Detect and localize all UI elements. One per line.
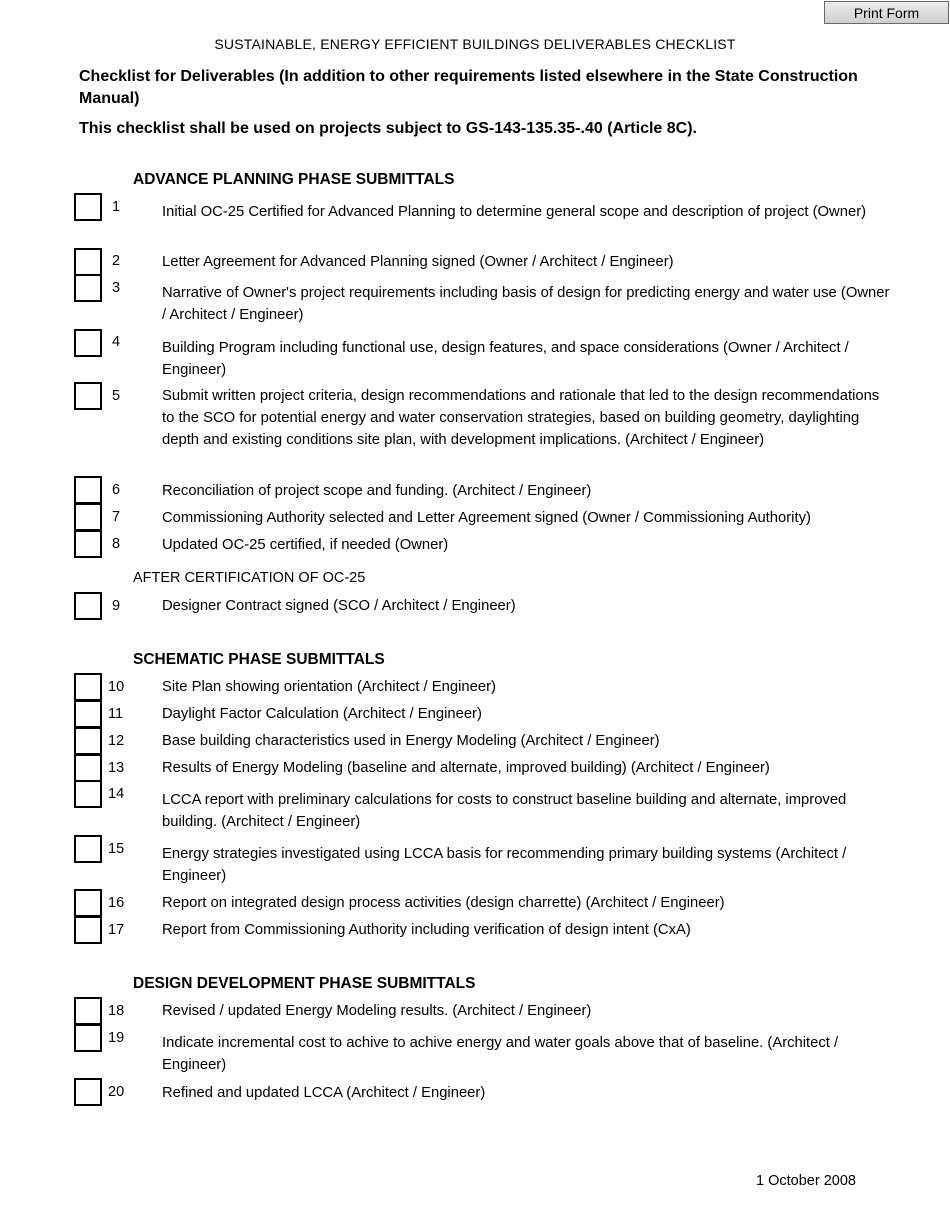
checkbox-item-16[interactable] (74, 889, 102, 917)
print-form-button[interactable]: Print Form (824, 1, 949, 24)
checkbox-item-18[interactable] (74, 997, 102, 1025)
checkbox-item-17[interactable] (74, 916, 102, 944)
checkbox-item-5[interactable] (74, 382, 102, 410)
checkbox-item-19[interactable] (74, 1024, 102, 1052)
checkbox-item-8[interactable] (74, 530, 102, 558)
item-number: 8 (112, 536, 121, 552)
item-text: Site Plan showing orientation (Architect / Engineer) (162, 679, 496, 695)
revision-date: 1 October 2008 (756, 1173, 856, 1189)
intro-deliverables-heading: Checklist for Deliverables (In addition to other requirements listed elsewhere in the State Construction Manual) (79, 68, 858, 107)
item-text: Letter Agreement for Advanced Planning signed (Owner / Architect / Engineer) (162, 254, 674, 270)
checkbox-item-2[interactable] (74, 248, 102, 276)
item-text: Commissioning Authority selected and Letter Agreement signed (Owner / Commissioning Authority) (162, 510, 811, 526)
section-schematic: SCHEMATIC PHASE SUBMITTALS (133, 651, 385, 668)
checkbox-item-7[interactable] (74, 503, 102, 531)
item-number: 16 (108, 895, 125, 911)
item-text: Daylight Factor Calculation (Architect / Engineer) (162, 706, 482, 722)
checkbox-item-11[interactable] (74, 700, 102, 728)
checkbox-item-4[interactable] (74, 329, 102, 357)
section-advance-planning: ADVANCE PLANNING PHASE SUBMITTALS (133, 171, 455, 188)
item-number: 14 (108, 786, 125, 802)
item-text: Report on integrated design process activities (design charrette) (Architect / Engineer) (162, 895, 725, 911)
item-number: 15 (108, 841, 125, 857)
item-number: 10 (108, 679, 125, 695)
item-text: Reconciliation of project scope and funding. (Architect / Engineer) (162, 483, 592, 499)
checkbox-item-1[interactable] (74, 193, 102, 221)
item-text: Building Program including functional use, design features, and space considerations (Owner / Architect / Engineer) (162, 340, 849, 378)
checkbox-item-20[interactable] (74, 1078, 102, 1106)
item-number: 5 (112, 388, 121, 404)
item-number: 4 (112, 334, 121, 350)
item-number: 12 (108, 733, 125, 749)
checkbox-item-15[interactable] (74, 835, 102, 863)
item-number: 13 (108, 760, 125, 776)
subheading-after-certification: AFTER CERTIFICATION OF OC-25 (133, 570, 366, 586)
item-number: 17 (108, 922, 125, 938)
item-number: 7 (112, 509, 121, 525)
item-number: 3 (112, 280, 121, 296)
item-number: 1 (112, 199, 121, 215)
item-text: Refined and updated LCCA (Architect / Engineer) (162, 1085, 486, 1101)
item-text: Energy strategies investigated using LCCA basis for recommending primary building systems (Architect / Engineer) (162, 846, 847, 884)
item-number: 20 (108, 1084, 125, 1100)
item-text: Indicate incremental cost to achive to achive energy and water goals above that of baseline. (Architect / Engineer) (162, 1035, 839, 1073)
checkbox-item-10[interactable] (74, 673, 102, 701)
checkbox-item-6[interactable] (74, 476, 102, 504)
item-number: 2 (112, 253, 121, 269)
checkbox-item-9[interactable] (74, 592, 102, 620)
item-number: 19 (108, 1030, 125, 1046)
item-text: Updated OC-25 certified, if needed (Owner) (162, 537, 449, 553)
checkbox-item-13[interactable] (74, 754, 102, 782)
item-number: 18 (108, 1003, 125, 1019)
item-text: Results of Energy Modeling (baseline and alternate, improved building) (Architect / Engineer) (162, 760, 770, 776)
item-text: Designer Contract signed (SCO / Architect / Engineer) (162, 598, 516, 614)
checkbox-item-14[interactable] (74, 780, 102, 808)
document-title: SUSTAINABLE, ENERGY EFFICIENT BUILDINGS DELIVERABLES CHECKLIST (214, 36, 736, 52)
checkbox-item-3[interactable] (74, 274, 102, 302)
item-text: Submit written project criteria, design recommendations and rationale that led to the design recommendations to the SCO for potential energy and water conservation strategies, based on building geometry, daylighting depth and existing conditions site plan, with development implications. (Architect / Engineer) (162, 388, 880, 448)
intro-applicability-heading: This checklist shall be used on projects subject to GS-143-135.35-.40 (Article 8C). (79, 120, 697, 137)
item-text: Revised / updated Energy Modeling results. (Architect / Engineer) (162, 1003, 592, 1019)
item-number: 9 (112, 598, 121, 614)
item-number: 11 (108, 706, 124, 722)
item-text: Report from Commissioning Authority including verification of design intent (CxA) (162, 922, 691, 938)
item-text: Initial OC-25 Certified for Advanced Planning to determine general scope and description of project (Owner) (162, 204, 867, 220)
item-text: LCCA report with preliminary calculations for costs to construct baseline building and alternate, improved building. (Architect / Engineer) (162, 792, 847, 830)
item-text: Narrative of Owner's project requirements including basis of design for predicting energy and water use (Owner / Architect / Engineer) (162, 285, 890, 323)
item-text: Base building characteristics used in Energy Modeling (Architect / Engineer) (162, 733, 660, 749)
item-number: 6 (112, 482, 121, 498)
section-design-development: DESIGN DEVELOPMENT PHASE SUBMITTALS (133, 975, 476, 992)
checkbox-item-12[interactable] (74, 727, 102, 755)
